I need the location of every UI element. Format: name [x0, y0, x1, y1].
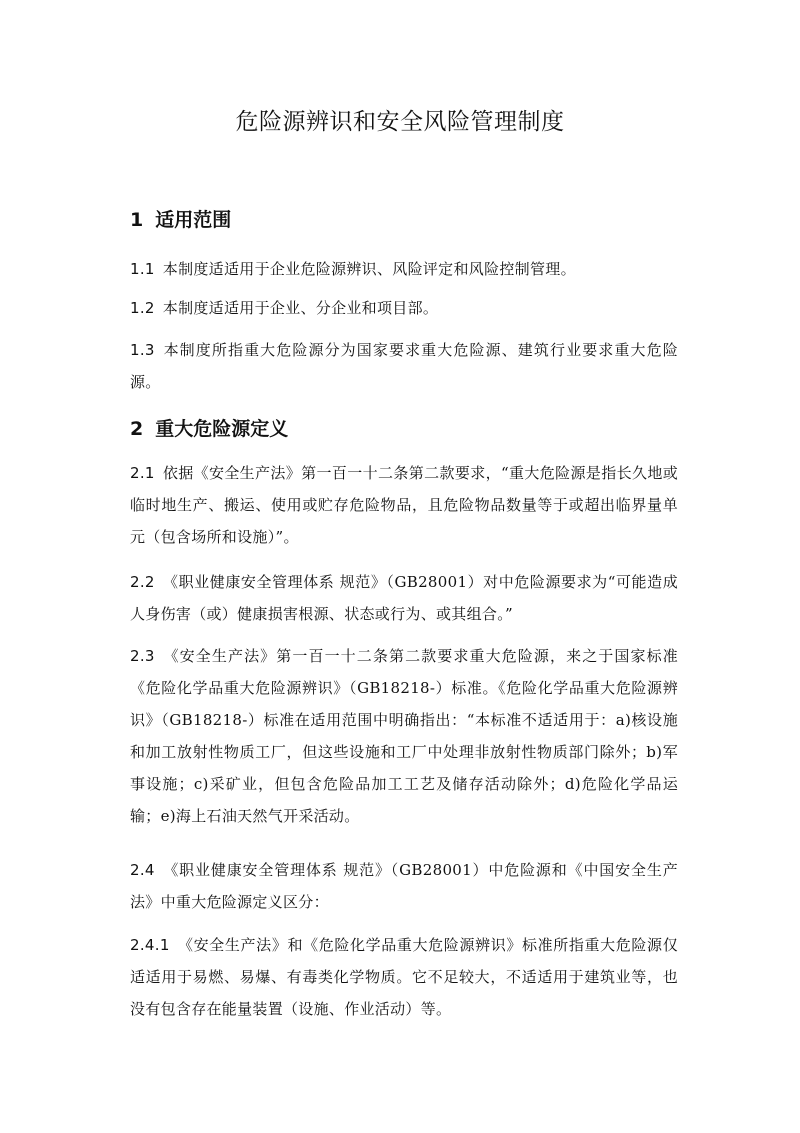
paragraph-number: 2.3: [130, 647, 155, 665]
paragraph-number: 2.4.1: [130, 936, 170, 954]
paragraph-text: 《职业健康安全管理体系 规范》（GB28001）对中危险源要求为“可能造成人身伤害（或）健康损害根源、状态或行为、或其组合。”: [130, 573, 678, 623]
paragraph-text: 依据《安全生产法》第一百一十二条第二款要求，“重大危险源是指长久地或临时地生产、搬运、使用或贮存危险物品，且危险物品数量等于或超出临界量单元（包含场所和设施）”。: [130, 464, 678, 546]
paragraph-2-2: [130, 566, 678, 630]
paragraph-text: 《职业健康安全管理体系 规范》（GB28001）中危险源和《中国安全生产法》中重大危险源定义区分：: [130, 861, 678, 911]
paragraph-number: 1.1: [130, 260, 155, 278]
paragraph-text: 本制度所指重大危险源分为国家要求重大危险源、建筑行业要求重大危险源。: [130, 341, 678, 391]
paragraph-number: 2.4: [130, 861, 155, 879]
section-title: 重大危险源定义: [155, 418, 289, 440]
paragraph-1-3: [130, 334, 678, 398]
section-number: 2: [130, 418, 144, 440]
document-title: 危险源辨识和安全风险管理制度: [235, 109, 565, 135]
paragraph-1-1: [130, 253, 678, 285]
paragraph-2-4-1: [130, 929, 678, 1025]
section-title: 适用范围: [155, 209, 232, 231]
section-heading-1: [130, 206, 231, 234]
paragraph-text: 本制度适适用于企业危险源辨识、风险评定和风险控制管理。: [162, 260, 576, 278]
paragraph-text: 《安全生产法》第一百一十二条第二款要求重大危险源，来之于国家标准《危险化学品重大危险源辨识》（GB18218-）标准。《危险化学品重大危险源辨识》（GB18218-）标准在适用范围中明确指出：“本标准不适适用于：a)核设施和加工放射性物质工厂，但这些设施和工厂中处理非放射性物质部门除外；b)军事设施；c)采矿业，但包含危险品加工工艺及储存活动除外；d)危险化学品运输；e)海上石油天然气开采活动。: [130, 647, 678, 825]
paragraph-2-3: [130, 640, 678, 832]
paragraph-text: 《安全生产法》和《危险化学品重大危险源辨识》标准所指重大危险源仅适适用于易燃、易爆、有毒类化学物质。它不足较大，不适适用于建筑业等，也没有包含存在能量装置（设施、作业活动）等。: [130, 936, 678, 1018]
paragraph-number: 1.3: [130, 341, 155, 359]
paragraph-2-4: [130, 854, 678, 918]
paragraph-text: 本制度适适用于企业、分企业和项目部。: [162, 299, 439, 317]
paragraph-number: 1.2: [130, 299, 155, 317]
paragraph-number: 2.2: [130, 573, 155, 591]
paragraph-2-1: [130, 457, 678, 553]
paragraph-1-2: [130, 292, 678, 324]
paragraph-number: 2.1: [130, 464, 155, 482]
section-heading-2: [130, 415, 288, 443]
section-number: 1: [130, 209, 144, 231]
